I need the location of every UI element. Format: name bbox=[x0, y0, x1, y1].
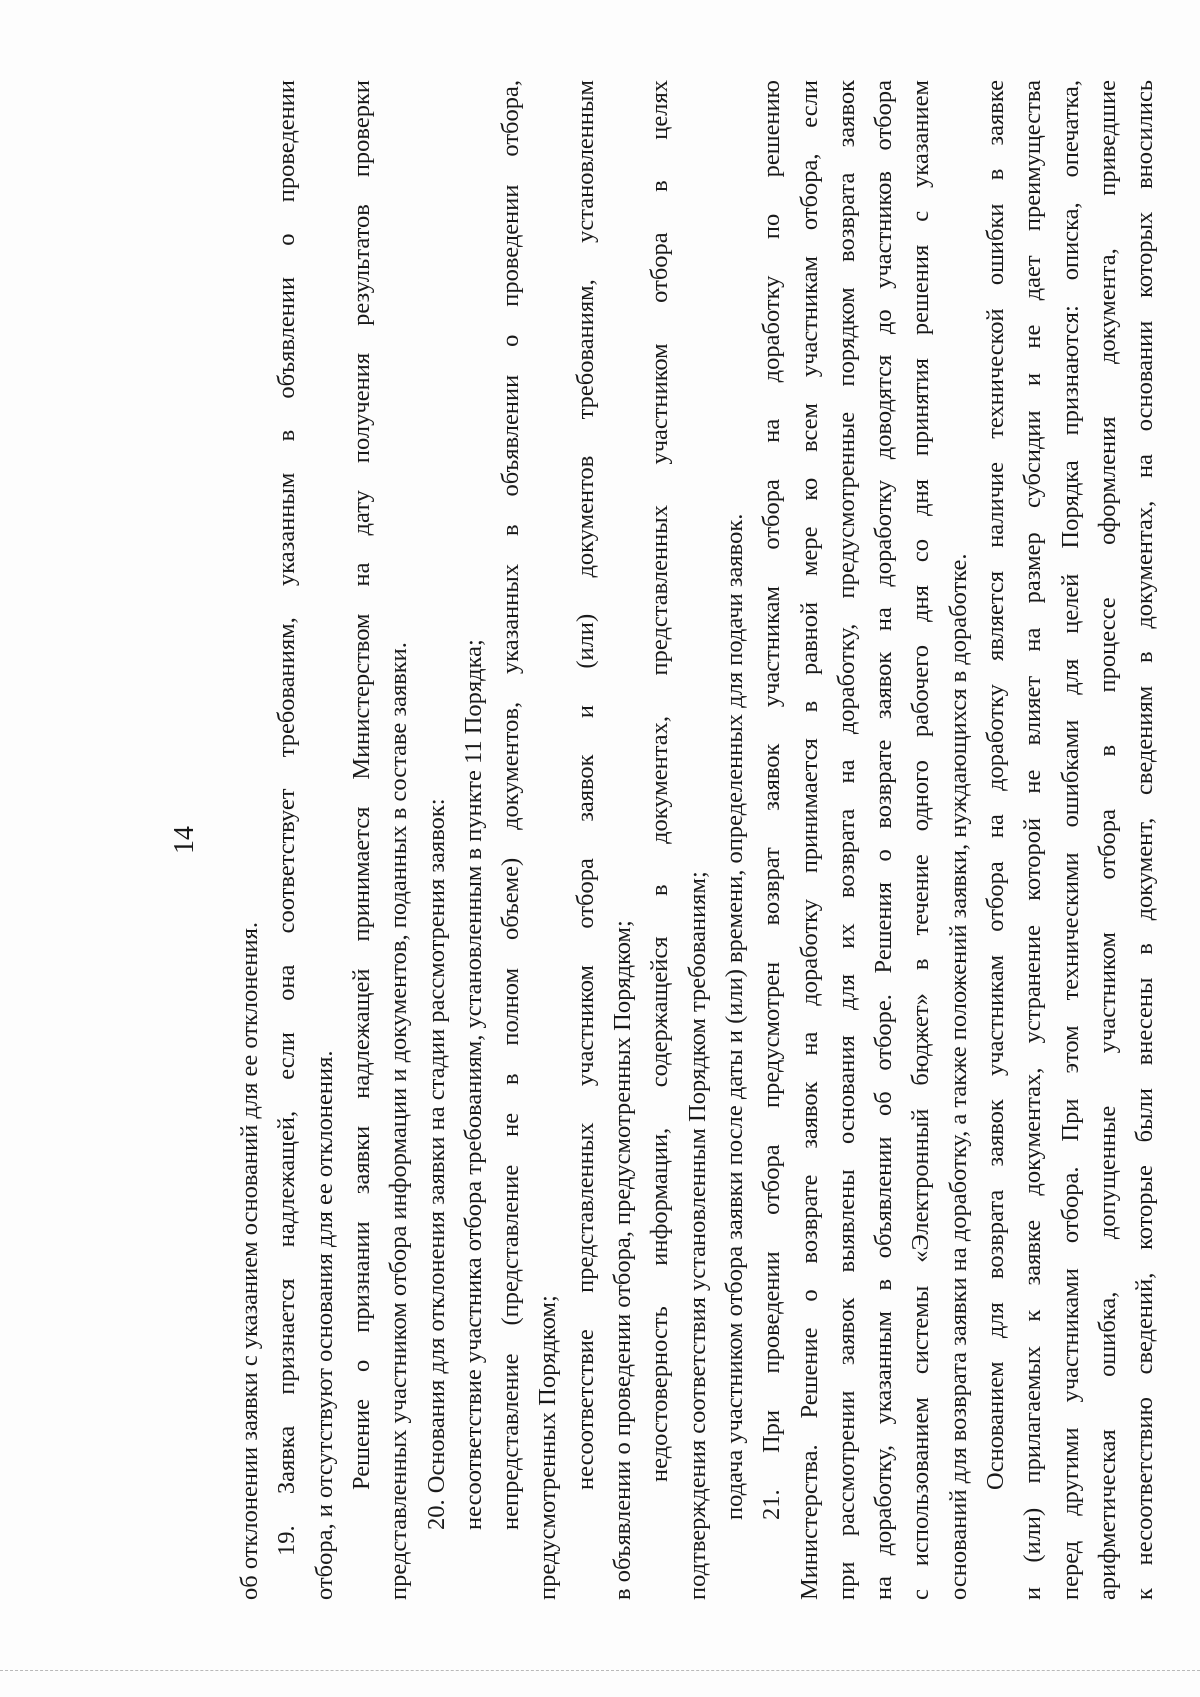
text-line: на доработку, указанным в объявлении об отборе. Решения о возврате заявок на доработку доводятся до участников отбора bbox=[870, 80, 898, 1600]
text-line: предусмотренных Порядком; bbox=[534, 1295, 562, 1600]
text-line: и (или) прилагаемых к заявке документах, устранение которой не влияет на размер субсидии и не дает преимущества bbox=[1019, 80, 1047, 1600]
text-line: к несоответствию сведений, которые были внесены в документ, сведениям в документах, на основании которых вносились bbox=[1131, 80, 1159, 1600]
text-line: представленных участником отбора информации и документов, поданных в составе заявки. bbox=[385, 642, 413, 1600]
text-line: Основанием для возврата заявок участникам отбора на доработку является наличие технической ошибки в заявке bbox=[982, 80, 1009, 1490]
text-line: непредставление (представление не в полном объеме) документов, указанных в объявлении о проведении отбора, bbox=[497, 80, 525, 1530]
text-line: арифметическая ошибка, допущенные участником отбора в процессе оформления документа, приведшие bbox=[1093, 80, 1121, 1600]
text-line: перед другими участниками отбора. При этом техническими ошибками для целей Порядка признаются: описка, опечатка, bbox=[1056, 80, 1084, 1600]
text-line: несоответствие участника отбора требованиям, установленным в пункте 11 Порядка; bbox=[459, 639, 487, 1530]
text-line: отбора, и отсутствуют основания для ее отклонения. bbox=[310, 1050, 338, 1600]
text-line: Министерства. Решение о возврате заявок на доработку принимается в равной мере ко всем участникам отбора, если bbox=[795, 80, 823, 1600]
text-line: при рассмотрении заявок выявлены основания для их возврата на доработку, предусмотренные порядком возврата заявок bbox=[832, 80, 860, 1600]
text-line: недостоверность информации, содержащейся в документах, представленных участником отбора в целях bbox=[646, 80, 674, 1482]
text-line: несоответствие представленных участником отбора заявок и (или) документов требованиям, установленным bbox=[571, 80, 599, 1490]
text-line: 21. При проведении отбора предусмотрен возврат заявок участникам отбора на доработку по решению bbox=[758, 80, 786, 1520]
rotated-page-content bbox=[160, 80, 1190, 1600]
text-line: подача участником отбора заявки после даты и (или) времени, определенных для подачи заявок. bbox=[720, 513, 748, 1520]
text-line: с использованием системы «Электронный бюджет» в течение одного рабочего дня со дня принятия решения с указанием bbox=[907, 80, 935, 1600]
page-number: 14 bbox=[169, 826, 200, 854]
scan-edge-line bbox=[0, 1670, 1200, 1671]
text-line: в объявлении о проведении отбора, предусмотренных Порядком; bbox=[609, 920, 636, 1600]
text-line: 19. Заявка признается надлежащей, если она соответствует требованиям, указанным в объявлении о проведении bbox=[273, 80, 301, 1556]
text-line: подтверждения соответствия установленным Порядком требованиям; bbox=[683, 871, 711, 1600]
text-line: 20. Основания для отклонения заявки на стадии рассмотрения заявок: bbox=[422, 798, 450, 1530]
text-line: Решение о признании заявки надлежащей принимается Министерством на дату получения результатов проверки bbox=[347, 80, 375, 1490]
text-line: об отклонении заявки с указанием оснований для ее отклонения. bbox=[236, 921, 263, 1600]
text-line: оснований для возврата заявки на доработку, а также положений заявки, нуждающихся в доработке. bbox=[944, 553, 972, 1600]
